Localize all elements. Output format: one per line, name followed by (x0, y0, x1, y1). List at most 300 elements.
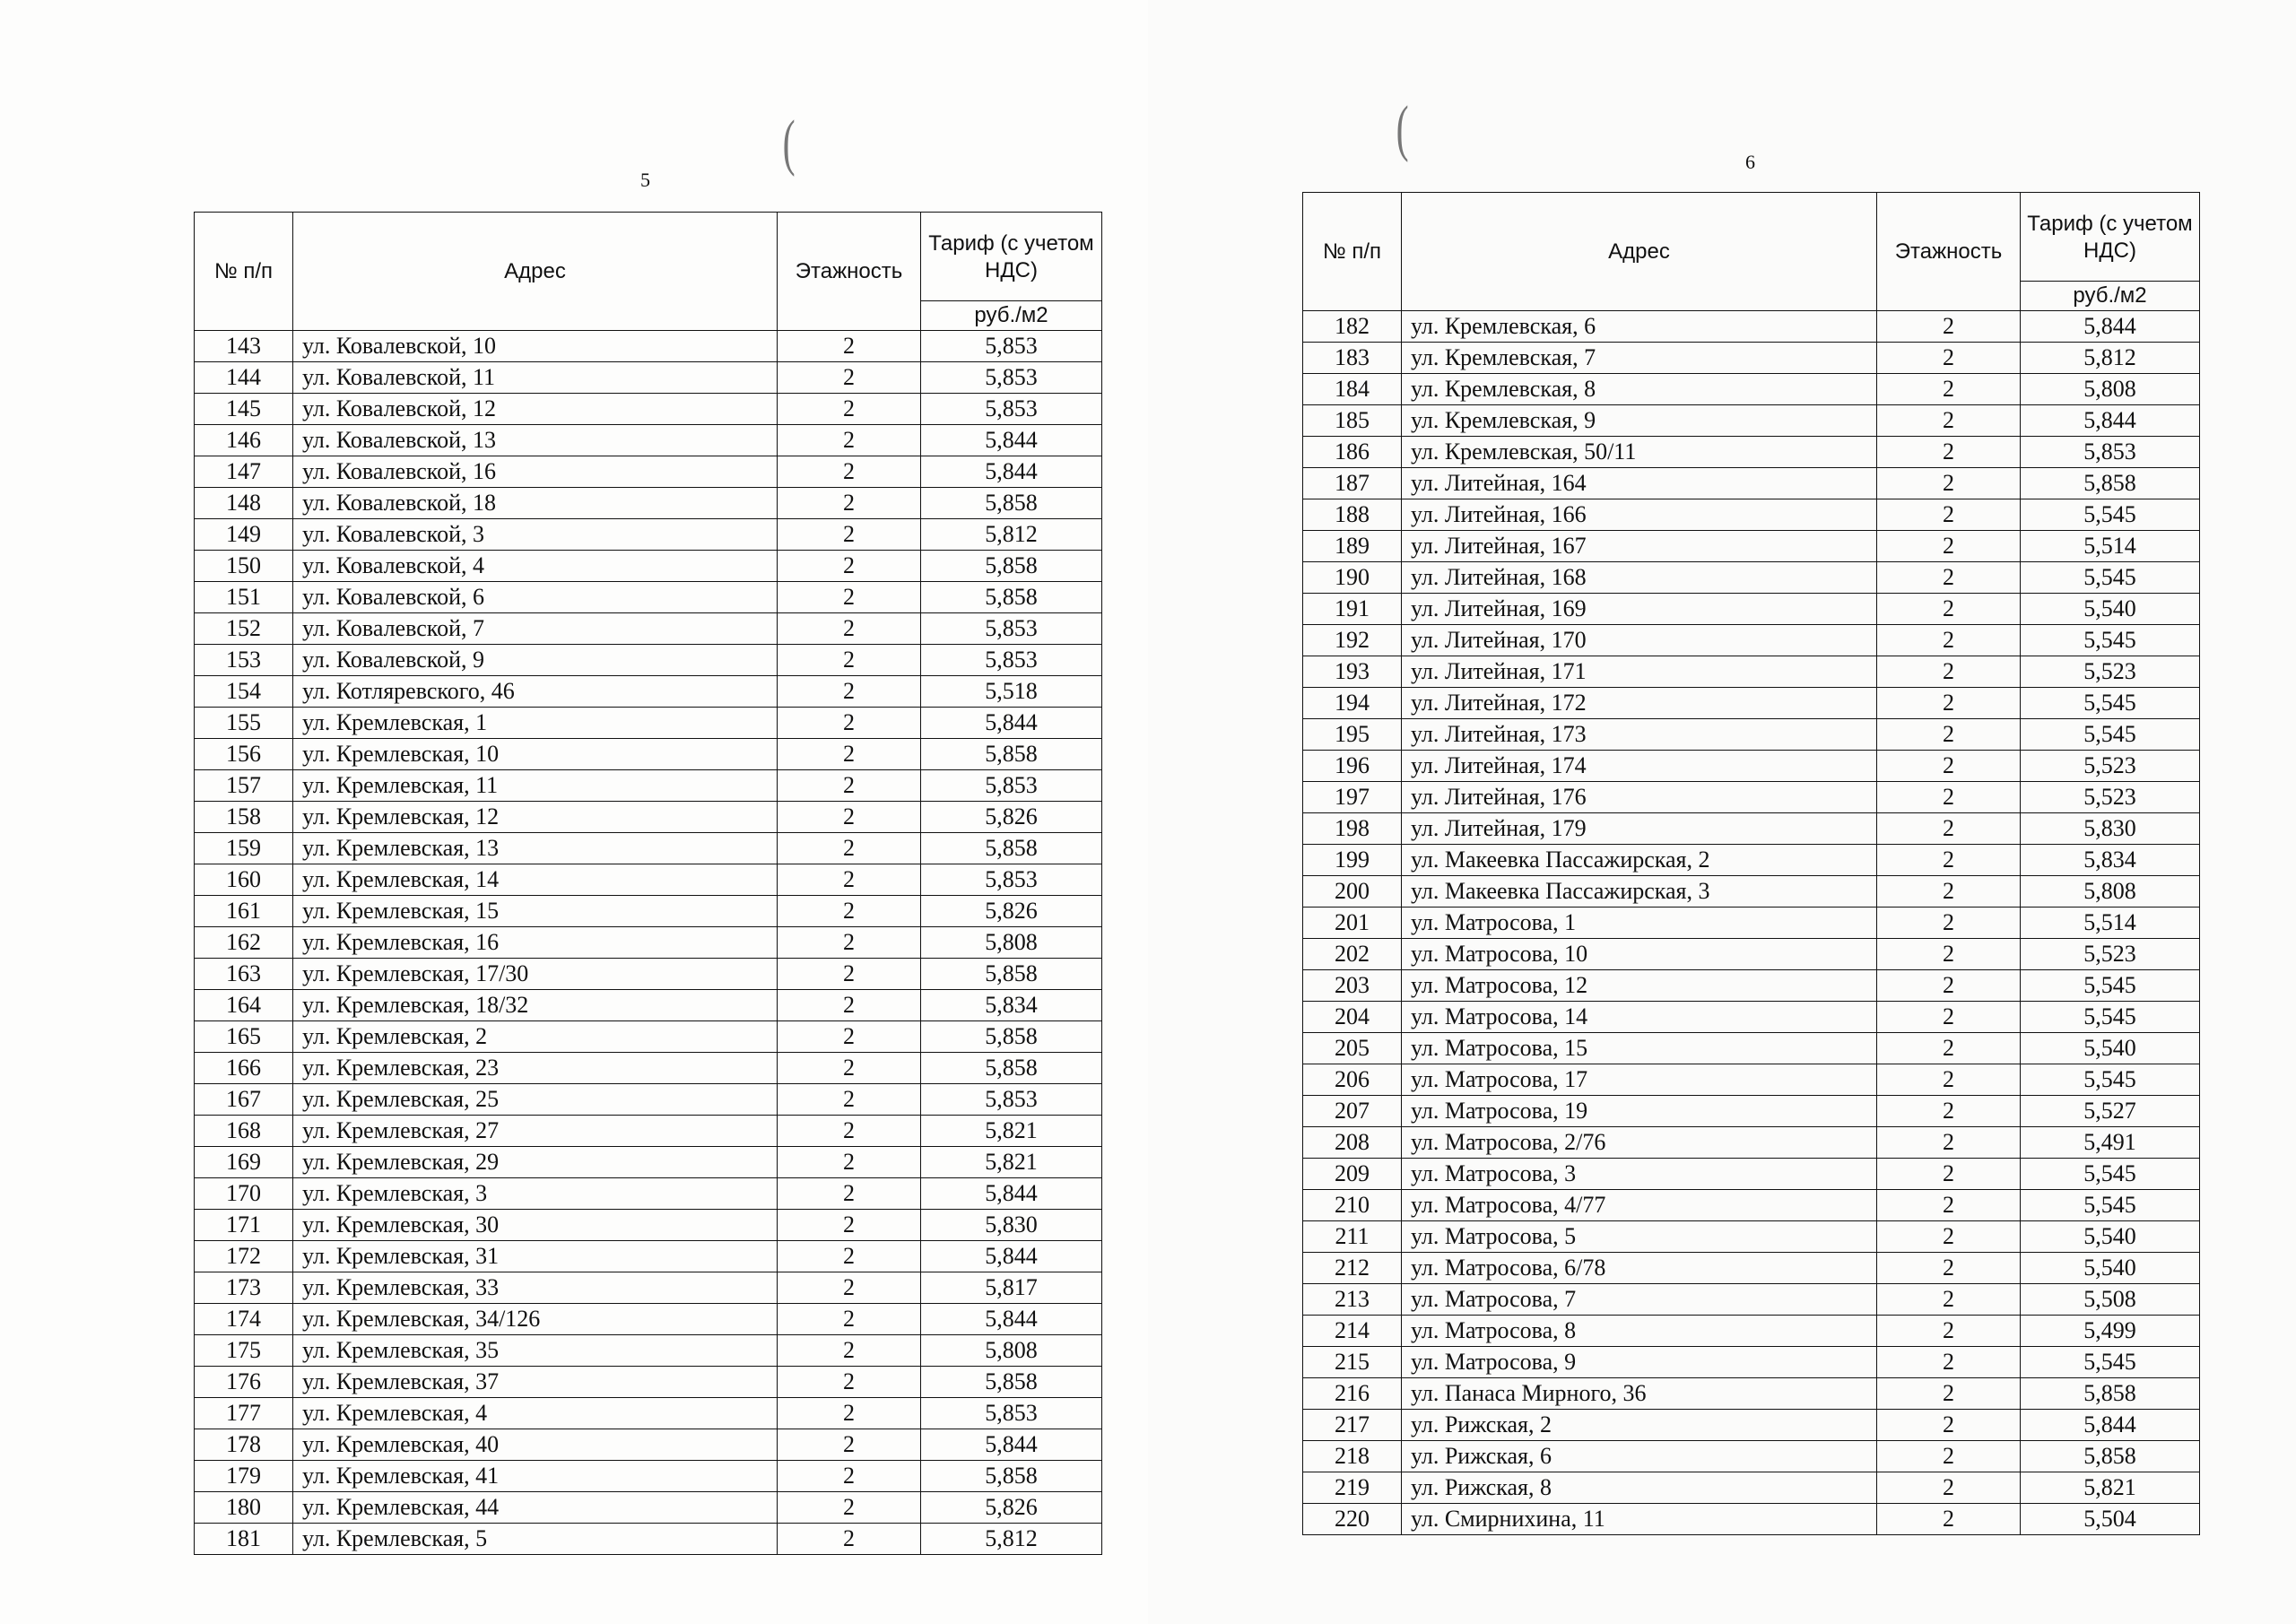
row-number: 201 (1303, 908, 1402, 939)
table-row (1303, 499, 2200, 531)
row-floors: 2 (778, 990, 921, 1021)
row-tariff: 5,527 (2021, 1096, 2200, 1127)
row-floors: 2 (1877, 1347, 2021, 1378)
row-floors: 2 (1877, 625, 2021, 656)
row-number: 196 (1303, 751, 1402, 782)
row-floors: 2 (1877, 751, 2021, 782)
row-number: 160 (195, 864, 293, 896)
table-row (195, 927, 1102, 959)
row-tariff: 5,853 (921, 645, 1102, 676)
row-address: ул. Рижская, 8 (1402, 1472, 1877, 1504)
row-address: ул. Литейная, 179 (1402, 813, 1877, 845)
table-row (1303, 343, 2200, 374)
row-address: ул. Кремлевская, 15 (293, 896, 778, 927)
row-address: ул. Смирнихина, 11 (1402, 1504, 1877, 1535)
row-address: ул. Литейная, 171 (1402, 656, 1877, 688)
table-row (1303, 1033, 2200, 1064)
row-floors: 2 (778, 927, 921, 959)
table-row (195, 362, 1102, 394)
row-tariff: 5,514 (2021, 908, 2200, 939)
row-floors: 2 (1877, 1096, 2021, 1127)
table-row (195, 1461, 1102, 1492)
row-floors: 2 (778, 1367, 921, 1398)
row-number: 157 (195, 770, 293, 802)
row-floors: 2 (1877, 405, 2021, 437)
header-tariff (2021, 193, 2200, 282)
table-row (195, 990, 1102, 1021)
row-address: ул. Матросова, 19 (1402, 1096, 1877, 1127)
row-address: ул. Кремлевская, 8 (1402, 374, 1877, 405)
row-tariff: 5,844 (921, 1178, 1102, 1210)
row-number: 170 (195, 1178, 293, 1210)
table-row (1303, 1410, 2200, 1441)
row-floors: 2 (1877, 1253, 2021, 1284)
table-row (1303, 1378, 2200, 1410)
row-tariff: 5,830 (921, 1210, 1102, 1241)
row-floors: 2 (778, 645, 921, 676)
row-floors: 2 (778, 1429, 921, 1461)
row-floors: 2 (778, 1461, 921, 1492)
row-number: 150 (195, 551, 293, 582)
table-row (195, 1241, 1102, 1272)
row-address: ул. Ковалевской, 10 (293, 331, 778, 362)
table-row (195, 425, 1102, 456)
row-number: 158 (195, 802, 293, 833)
row-floors: 2 (778, 1335, 921, 1367)
row-number: 191 (1303, 594, 1402, 625)
row-number: 149 (195, 519, 293, 551)
row-tariff: 5,812 (2021, 343, 2200, 374)
table-row (1303, 751, 2200, 782)
row-number: 204 (1303, 1002, 1402, 1033)
row-address: ул. Кремлевская, 44 (293, 1492, 778, 1524)
row-tariff: 5,545 (2021, 1064, 2200, 1096)
table-row (195, 1084, 1102, 1116)
row-address: ул. Кремлевская, 25 (293, 1084, 778, 1116)
row-tariff: 5,545 (2021, 688, 2200, 719)
table-row (195, 1367, 1102, 1398)
row-address: ул. Литейная, 174 (1402, 751, 1877, 782)
row-number: 202 (1303, 939, 1402, 970)
row-number: 166 (195, 1053, 293, 1084)
table-row (1303, 1441, 2200, 1472)
table-row (195, 1178, 1102, 1210)
row-number: 198 (1303, 813, 1402, 845)
row-floors: 2 (1877, 499, 2021, 531)
row-floors: 2 (778, 833, 921, 864)
row-address: ул. Кремлевская, 13 (293, 833, 778, 864)
row-address: ул. Ковалевской, 13 (293, 425, 778, 456)
row-tariff: 5,523 (2021, 782, 2200, 813)
row-number: 163 (195, 959, 293, 990)
row-address: ул. Литейная, 164 (1402, 468, 1877, 499)
table-row (195, 613, 1102, 645)
row-tariff: 5,826 (921, 1492, 1102, 1524)
header-tariff-label: Тариф (с учетом НДС) (928, 231, 1094, 282)
row-address: ул. Литейная, 168 (1402, 562, 1877, 594)
row-number: 213 (1303, 1284, 1402, 1316)
row-address: ул. Матросова, 5 (1402, 1221, 1877, 1253)
row-floors: 2 (778, 1178, 921, 1210)
row-floors: 2 (1877, 311, 2021, 343)
table-row (195, 739, 1102, 770)
row-address: ул. Кремлевская, 14 (293, 864, 778, 896)
row-tariff: 5,853 (921, 362, 1102, 394)
page-number: 5 (640, 169, 650, 191)
row-floors: 2 (1877, 876, 2021, 908)
row-number: 214 (1303, 1316, 1402, 1347)
row-floors: 2 (1877, 1002, 2021, 1033)
row-tariff: 5,545 (2021, 625, 2200, 656)
row-floors: 2 (778, 613, 921, 645)
row-address: ул. Кремлевская, 50/11 (1402, 437, 1877, 468)
row-tariff: 5,508 (2021, 1284, 2200, 1316)
table-row (1303, 1472, 2200, 1504)
table-row (195, 1398, 1102, 1429)
header-unit: руб./м2 (921, 301, 1102, 331)
table-row (1303, 970, 2200, 1002)
row-tariff: 5,808 (921, 1335, 1102, 1367)
row-floors: 2 (778, 770, 921, 802)
row-number: 179 (195, 1461, 293, 1492)
row-number: 174 (195, 1304, 293, 1335)
table-row (195, 1492, 1102, 1524)
row-address: ул. Макеевка Пассажирская, 2 (1402, 845, 1877, 876)
row-floors: 2 (778, 1021, 921, 1053)
row-address: ул. Литейная, 172 (1402, 688, 1877, 719)
row-number: 169 (195, 1147, 293, 1178)
row-address: ул. Матросова, 12 (1402, 970, 1877, 1002)
row-floors: 2 (1877, 813, 2021, 845)
table-body (195, 331, 1102, 1555)
row-number: 195 (1303, 719, 1402, 751)
table-row (1303, 813, 2200, 845)
row-floors: 2 (778, 896, 921, 927)
row-tariff: 5,540 (2021, 1033, 2200, 1064)
row-floors: 2 (1877, 437, 2021, 468)
table-row (1303, 531, 2200, 562)
row-tariff: 5,808 (2021, 374, 2200, 405)
row-tariff: 5,545 (2021, 1347, 2200, 1378)
table-row (195, 1116, 1102, 1147)
row-tariff: 5,808 (2021, 876, 2200, 908)
row-address: ул. Кремлевская, 33 (293, 1272, 778, 1304)
row-floors: 2 (1877, 970, 2021, 1002)
row-floors: 2 (1877, 343, 2021, 374)
row-address: ул. Матросова, 4/77 (1402, 1190, 1877, 1221)
table-row (195, 1524, 1102, 1555)
row-tariff: 5,853 (921, 864, 1102, 896)
row-number: 185 (1303, 405, 1402, 437)
row-tariff: 5,540 (2021, 1253, 2200, 1284)
row-tariff: 5,853 (921, 1084, 1102, 1116)
header-tariff-label: Тариф (с учетом НДС) (2027, 212, 2193, 263)
table-row (1303, 468, 2200, 499)
table-row (1303, 1347, 2200, 1378)
header-unit: руб./м2 (2021, 282, 2200, 311)
row-floors: 2 (1877, 562, 2021, 594)
row-address: ул. Кремлевская, 4 (293, 1398, 778, 1429)
table-row (195, 551, 1102, 582)
row-tariff: 5,834 (2021, 845, 2200, 876)
row-number: 183 (1303, 343, 1402, 374)
header-number: № п/п (1303, 193, 1402, 311)
table-row (1303, 311, 2200, 343)
row-floors: 2 (778, 739, 921, 770)
row-address: ул. Матросова, 1 (1402, 908, 1877, 939)
row-address: ул. Матросова, 3 (1402, 1159, 1877, 1190)
row-address: ул. Кремлевская, 10 (293, 739, 778, 770)
row-number: 154 (195, 676, 293, 708)
row-address: ул. Кремлевская, 6 (1402, 311, 1877, 343)
row-number: 211 (1303, 1221, 1402, 1253)
row-address: ул. Матросова, 7 (1402, 1284, 1877, 1316)
row-number: 206 (1303, 1064, 1402, 1096)
row-floors: 2 (778, 864, 921, 896)
row-number: 190 (1303, 562, 1402, 594)
row-address: ул. Кремлевская, 30 (293, 1210, 778, 1241)
row-floors: 2 (778, 362, 921, 394)
row-number: 162 (195, 927, 293, 959)
table-row (1303, 562, 2200, 594)
table-row (1303, 1127, 2200, 1159)
row-number: 172 (195, 1241, 293, 1272)
row-number: 203 (1303, 970, 1402, 1002)
table-row (1303, 719, 2200, 751)
row-number: 192 (1303, 625, 1402, 656)
row-address: ул. Кремлевская, 5 (293, 1524, 778, 1555)
table-row (1303, 1221, 2200, 1253)
table-row (195, 770, 1102, 802)
row-floors: 2 (778, 1116, 921, 1147)
row-tariff: 5,808 (921, 927, 1102, 959)
row-floors: 2 (1877, 1064, 2021, 1096)
row-address: ул. Кремлевская, 12 (293, 802, 778, 833)
table-row (195, 896, 1102, 927)
row-tariff: 5,821 (921, 1116, 1102, 1147)
row-number: 210 (1303, 1190, 1402, 1221)
row-floors: 2 (778, 488, 921, 519)
row-number: 193 (1303, 656, 1402, 688)
row-floors: 2 (778, 425, 921, 456)
row-number: 165 (195, 1021, 293, 1053)
row-floors: 2 (778, 676, 921, 708)
row-floors: 2 (778, 519, 921, 551)
table-row (1303, 656, 2200, 688)
row-number: 216 (1303, 1378, 1402, 1410)
header-address: Адрес (1402, 193, 1877, 311)
row-number: 186 (1303, 437, 1402, 468)
table-row (1303, 1284, 2200, 1316)
row-address: ул. Кремлевская, 2 (293, 1021, 778, 1053)
row-floors: 2 (1877, 688, 2021, 719)
row-number: 181 (195, 1524, 293, 1555)
row-number: 218 (1303, 1441, 1402, 1472)
row-number: 177 (195, 1398, 293, 1429)
table-row (195, 1272, 1102, 1304)
row-address: ул. Матросова, 15 (1402, 1033, 1877, 1064)
row-tariff: 5,545 (2021, 719, 2200, 751)
row-number: 176 (195, 1367, 293, 1398)
row-address: ул. Матросова, 6/78 (1402, 1253, 1877, 1284)
row-tariff: 5,545 (2021, 1159, 2200, 1190)
table-row (195, 645, 1102, 676)
row-address: ул. Литейная, 173 (1402, 719, 1877, 751)
table-row (1303, 1064, 2200, 1096)
row-address: ул. Кремлевская, 40 (293, 1429, 778, 1461)
row-address: ул. Матросова, 2/76 (1402, 1127, 1877, 1159)
row-address: ул. Кремлевская, 7 (1402, 343, 1877, 374)
table-row (195, 676, 1102, 708)
row-number: 184 (1303, 374, 1402, 405)
row-floors: 2 (1877, 1221, 2021, 1253)
row-floors: 2 (778, 1492, 921, 1524)
header-floors: Этажность (1877, 193, 2021, 311)
row-tariff: 5,853 (921, 1398, 1102, 1429)
row-number: 167 (195, 1084, 293, 1116)
table-row (195, 1335, 1102, 1367)
row-number: 148 (195, 488, 293, 519)
row-address: ул. Литейная, 167 (1402, 531, 1877, 562)
row-tariff: 5,858 (921, 1461, 1102, 1492)
row-floors: 2 (778, 456, 921, 488)
row-number: 147 (195, 456, 293, 488)
header-tariff (921, 213, 1102, 301)
row-tariff: 5,844 (921, 1429, 1102, 1461)
row-tariff: 5,844 (2021, 405, 2200, 437)
row-address: ул. Кремлевская, 29 (293, 1147, 778, 1178)
row-number: 168 (195, 1116, 293, 1147)
row-number: 153 (195, 645, 293, 676)
row-tariff: 5,853 (921, 331, 1102, 362)
row-tariff: 5,858 (921, 959, 1102, 990)
row-number: 200 (1303, 876, 1402, 908)
table-row (195, 456, 1102, 488)
page-number: 6 (1745, 151, 1755, 173)
row-address: ул. Кремлевская, 23 (293, 1053, 778, 1084)
table-row (1303, 1316, 2200, 1347)
row-address: ул. Кремлевская, 27 (293, 1116, 778, 1147)
row-tariff: 5,540 (2021, 594, 2200, 625)
row-tariff: 5,545 (2021, 562, 2200, 594)
row-floors: 2 (778, 1053, 921, 1084)
row-floors: 2 (1877, 719, 2021, 751)
row-address: ул. Кремлевская, 16 (293, 927, 778, 959)
row-number: 209 (1303, 1159, 1402, 1190)
table-row (1303, 782, 2200, 813)
row-tariff: 5,858 (921, 1367, 1102, 1398)
row-tariff: 5,523 (2021, 939, 2200, 970)
row-floors: 2 (778, 959, 921, 990)
row-tariff: 5,858 (2021, 1441, 2200, 1472)
row-tariff: 5,858 (921, 1053, 1102, 1084)
header-floors: Этажность (778, 213, 921, 331)
row-address: ул. Ковалевской, 11 (293, 362, 778, 394)
row-tariff: 5,844 (921, 1304, 1102, 1335)
row-tariff: 5,812 (921, 1524, 1102, 1555)
row-tariff: 5,518 (921, 676, 1102, 708)
row-number: 205 (1303, 1033, 1402, 1064)
table-row (195, 1304, 1102, 1335)
row-tariff: 5,853 (921, 613, 1102, 645)
table-row (1303, 1504, 2200, 1535)
row-floors: 2 (1877, 1472, 2021, 1504)
table-row (1303, 1190, 2200, 1221)
row-address: ул. Кремлевская, 31 (293, 1241, 778, 1272)
row-tariff: 5,545 (2021, 1002, 2200, 1033)
row-number: 178 (195, 1429, 293, 1461)
tariff-table-page-6 (1302, 192, 2200, 1535)
row-address: ул. Ковалевской, 7 (293, 613, 778, 645)
table-row (195, 1429, 1102, 1461)
row-number: 143 (195, 331, 293, 362)
table-row (1303, 908, 2200, 939)
row-tariff: 5,853 (921, 770, 1102, 802)
row-address: ул. Макеевка Пассажирская, 3 (1402, 876, 1877, 908)
row-number: 152 (195, 613, 293, 645)
row-tariff: 5,817 (921, 1272, 1102, 1304)
row-tariff: 5,858 (2021, 468, 2200, 499)
tariff-table-page-5 (194, 212, 1102, 1555)
row-tariff: 5,858 (921, 551, 1102, 582)
row-tariff: 5,812 (921, 519, 1102, 551)
row-address: ул. Кремлевская, 11 (293, 770, 778, 802)
row-address: ул. Матросова, 10 (1402, 939, 1877, 970)
row-number: 197 (1303, 782, 1402, 813)
table-row (195, 833, 1102, 864)
row-address: ул. Ковалевской, 18 (293, 488, 778, 519)
table-row (1303, 625, 2200, 656)
row-address: ул. Кремлевская, 1 (293, 708, 778, 739)
table-row (195, 519, 1102, 551)
row-floors: 2 (1877, 1410, 2021, 1441)
row-floors: 2 (778, 1524, 921, 1555)
row-floors: 2 (1877, 374, 2021, 405)
row-number: 180 (195, 1492, 293, 1524)
row-address: ул. Кремлевская, 35 (293, 1335, 778, 1367)
row-tariff: 5,844 (921, 456, 1102, 488)
table-body (1303, 311, 2200, 1535)
table-row (195, 1210, 1102, 1241)
table-row (195, 394, 1102, 425)
row-address: ул. Кремлевская, 41 (293, 1461, 778, 1492)
row-address: ул. Матросова, 14 (1402, 1002, 1877, 1033)
table-row (195, 331, 1102, 362)
row-number: 159 (195, 833, 293, 864)
row-tariff: 5,504 (2021, 1504, 2200, 1535)
row-number: 207 (1303, 1096, 1402, 1127)
header-number: № п/п (195, 213, 293, 331)
row-floors: 2 (1877, 1284, 2021, 1316)
row-floors: 2 (1877, 1316, 2021, 1347)
row-address: ул. Ковалевской, 12 (293, 394, 778, 425)
table-row (1303, 374, 2200, 405)
row-tariff: 5,514 (2021, 531, 2200, 562)
row-tariff: 5,523 (2021, 751, 2200, 782)
row-tariff: 5,853 (2021, 437, 2200, 468)
row-floors: 2 (1877, 1441, 2021, 1472)
row-address: ул. Литейная, 166 (1402, 499, 1877, 531)
row-floors: 2 (778, 1272, 921, 1304)
table-row (1303, 405, 2200, 437)
table-row (195, 1147, 1102, 1178)
row-number: 182 (1303, 311, 1402, 343)
row-address: ул. Кремлевская, 9 (1402, 405, 1877, 437)
row-number: 164 (195, 990, 293, 1021)
row-address: ул. Рижская, 6 (1402, 1441, 1877, 1472)
row-tariff: 5,844 (2021, 1410, 2200, 1441)
table-row (1303, 876, 2200, 908)
